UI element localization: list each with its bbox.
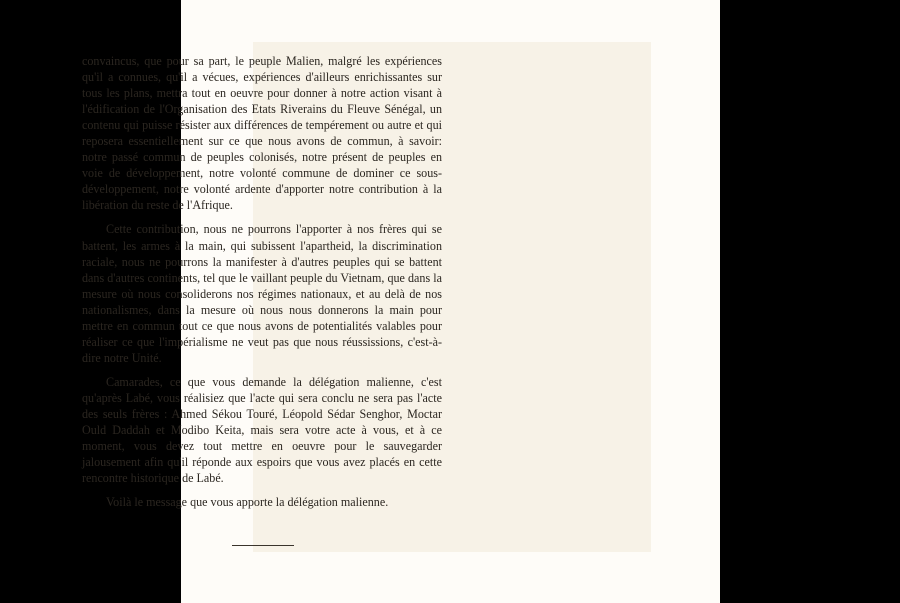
paragraph-4: Voilà le message que vous apporte la délégation malienne.: [106, 495, 389, 510]
paragraph-3: Camarades, ce que vous demande la délégation malienne, c'est qu'après Labé, vous réalisiez que l'acte qui sera conclu ne sera pas l'acte des seuls frères : Ahmed Sékou Touré, Léopold Sédar Senghor, Moctar Ould Daddah et Modibo Keita, mais sera votre acte à vous, et à ce moment, vous devez tout mettre en oeuvre pour le sauvegarder jalousement afin qu'il réponde aux espoirs que vous avez placés en cette rencontre historique de Labé.: [82, 374, 442, 486]
paragraph-2: Cette contribution, nous ne pourrons l'apporter à nos frères qui se battent, les armes à la main, qui subissent l'apartheid, la discrimination raciale, nous ne pourrons la manifester à d'autres peuples qui se battent dans d'autres continents, tel que le vaillant peuple du Vietnam, que dans la mesure où nous consoliderons nos régimes nationaux, et au delà de nos nationalismes, dans la mesure où nous nous donnerons la main pour mettre en commun tout ce que nous avons de potentialités valables pour réaliser ce que l'impérialisme ne veut pas que nous réussissions, c'est-à-dire notre Unité.: [82, 222, 442, 365]
end-rule: [232, 545, 294, 546]
document-body: [82, 53, 442, 518]
paragraph-1: convaincus, que pour sa part, le peuple Malien, malgré les expériences qu'il a connues, qu'il a vécues, expériences d'ailleurs enrichissantes sur tous les plans, mettra tout en oeuvre pour donner à notre action visant à l'édification de l'Organisation des Etats Riverains du Fleuve Sénégal, un contenu qui puisse résister aux différences de tempérement ou autre et qui reposera essentiellement sur ce que nous avons de commun, à savoir: notre passé commun de peuples colonisés, notre présent de peuples en voie de développement, notre volonté commune de dominer ce sous-développement, notre volonté ardente d'apporter notre contribution à la libération du reste de l'Afrique.: [82, 54, 442, 213]
